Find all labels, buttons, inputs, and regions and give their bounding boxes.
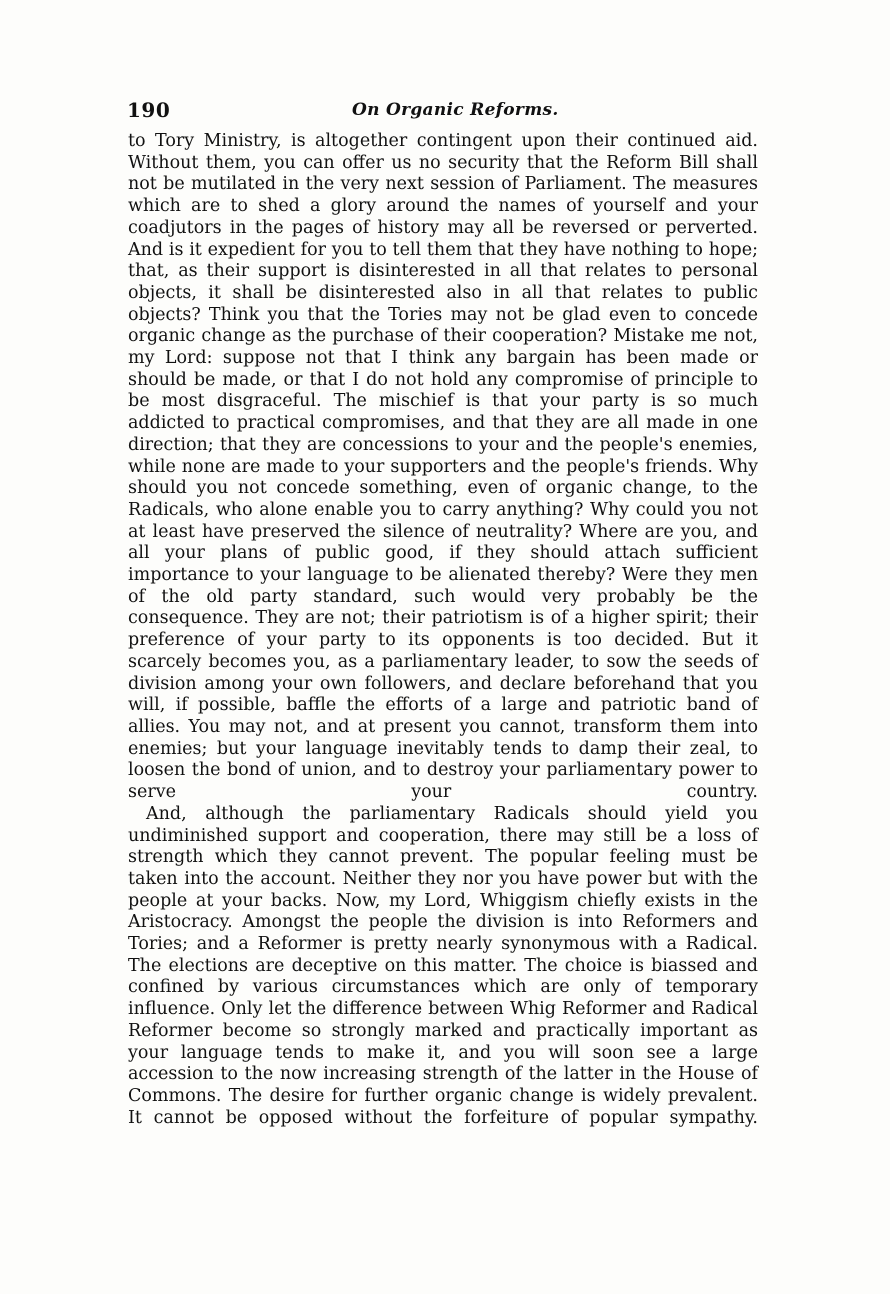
running-title: On Organic Reforms. xyxy=(352,100,559,120)
running-head xyxy=(127,98,767,128)
body-text xyxy=(128,131,758,1129)
page-number: 190 xyxy=(127,98,171,122)
paragraph-1: to Tory Ministry, is altogether contingent upon their continued aid. Without them, you can offer us no security that the Reform Bill shall not be mutilated in the very next session of Parliament. The measures which are to shed a glory around the names of yourself and your coadjutors in the pages of history may all be reversed or perverted. And is it expedient for you to tell them that they have nothing to hope; that, as their support is disinterested in all that relates to personal objects, it shall be disinterested also in all that relates to public objects? Think you that the Tories may not be glad even to concede organic change as the purchase of their cooperation? Mistake me not, my Lord: suppose not that I think any bargain has been made or should be made, or that I do not hold any compromise of principle to be most disgraceful. The mischief is that your party is so much addicted to practical compromises, and that they are all made in one direction; that they are concessions to your and the people's enemies, while none are made to your supporters and the people's friends. Why should you not concede something, even of organic change, to the Radicals, who alone enable you to carry anything? Why could you not at least have preserved the silence of neutrality? Where are you, and all your plans of public good, if they should attach sufficient importance to your language to be alienated thereby? Were they men of the old party standard, such would very probably be the consequence. They are not; their patriotism is of a higher spirit; their preference of your party to its opponents is too decided. But it scarcely becomes you, as a parliamentary leader, to sow the seeds of division among your own followers, and declare beforehand that you will, if possible, baffle the efforts of a large and patriotic band of allies. You may not, and at present you cannot, transform them into enemies; but your language inevitably tends to damp their zeal, to loosen the bond of union, and to destroy your parliamentary power to serve your country. xyxy=(128,131,758,803)
paragraph-2: And, although the parliamentary Radicals should yield you undiminished support and cooperation, there may still be a loss of strength which they cannot prevent. The popular feeling must be taken into the account. Neither they nor you have power but with the people at your backs. Now, my Lord, Whiggism chiefly exists in the Aristocracy. Amongst the people the division is into Reformers and Tories; and a Reformer is pretty nearly synonymous with a Radical. The elections are deceptive on this matter. The choice is biassed and confined by various circumstances which are only of temporary influence. Only let the difference between Whig Reformer and Radical Reformer become so strongly marked and practically important as your language tends to make it, and you will soon see a large accession to the now increasing strength of the latter in the House of Commons. The desire for further organic change is widely prevalent. It cannot be opposed without the forfeiture of popular sympathy. xyxy=(128,803,758,1128)
